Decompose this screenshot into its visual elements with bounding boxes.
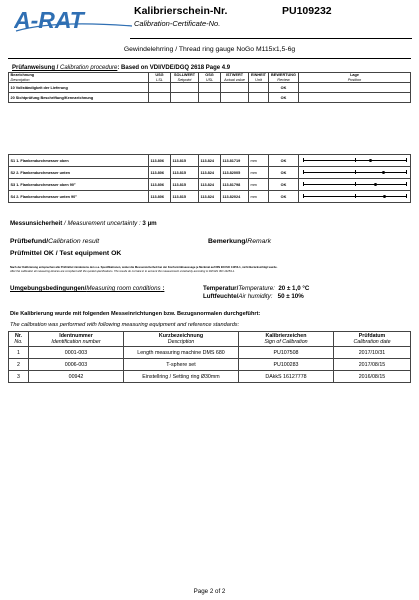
row-usl: 113.824 (199, 179, 221, 191)
position-marker (383, 195, 386, 198)
position-marker (382, 171, 385, 174)
row-review: OK (269, 83, 299, 93)
header-sign: Kalibrierzeichen Sign of Calibration (239, 332, 334, 347)
certificate-subtitle: Calibration-Certificate-No. (134, 19, 221, 28)
measurement-uncertainty: Messunsicherheit / Measurement uncertainty : 3 µm (10, 220, 157, 227)
row-lsl: 113.806 (149, 179, 171, 191)
certificate-number: PU109232 (282, 5, 332, 17)
row-description: S3 1. Flankendurchmesser oben 90° (9, 179, 149, 191)
inspection-table-header (9, 73, 411, 83)
position-tick (406, 194, 407, 198)
procedure-value: : Based on VDI/VDE/DGQ 2618 Page 4.9 (117, 65, 231, 71)
table-row (9, 359, 411, 371)
position-indicator (299, 191, 411, 203)
row-usl: 113.824 (199, 167, 221, 179)
row-unit: mm (249, 179, 269, 191)
position-tick (303, 194, 304, 198)
position-tick (355, 158, 356, 162)
row-unit: mm (249, 167, 269, 179)
header-actual: ISTWERT Actual value (221, 73, 249, 83)
position-indicator (299, 179, 411, 191)
procedure-label-de: Prüfanweisung / (12, 65, 61, 71)
row-unit: mm (249, 155, 269, 167)
header-divider (130, 38, 412, 39)
header-date: Prüfdatum Calibration date (334, 332, 411, 347)
gauge-divider (8, 58, 411, 59)
row-description: 20 Sichtprüfung Beschriftung/Kennzeichnung (9, 93, 149, 103)
table-row (9, 371, 411, 383)
row-desc: Length measuring machine DMS 680 (124, 347, 239, 359)
header-review: BEWERTUNG Review (269, 73, 299, 83)
row-description: S1 1. Flankendurchmesser oben (9, 155, 149, 167)
equipment-heading: Die Kalibrierung wurde mit folgenden Messeinrichtungen bzw. Bezugsnormalen durchgeführt: (10, 311, 261, 317)
position-indicator (299, 155, 411, 167)
row-setpoint: 113.815 (171, 179, 199, 191)
position-tick (355, 170, 356, 174)
table-row (9, 83, 411, 93)
row-usl: 113.824 (199, 155, 221, 167)
gauge-description: Gewindelehrring / Thread ring gauge NoGo M115x1,5-6g (123, 46, 296, 53)
row-review: OK (269, 191, 299, 203)
humidity-line: Luftfeuchte/Air humidity: 50 ± 10% (203, 293, 304, 300)
position-tick (406, 158, 407, 162)
row-review: OK (269, 167, 299, 179)
row-date: 2017/10/31 (334, 347, 411, 359)
row-id: 0006-003 (29, 359, 124, 371)
row-lsl: 113.806 (149, 167, 171, 179)
row-actual: 113.81798 (221, 179, 249, 191)
equipment-table (8, 331, 411, 383)
row-actual: 113.82024 (221, 191, 249, 203)
row-description: S4 2. Flankendurchmesser unten 90° (9, 191, 149, 203)
row-actual: 113.81719 (221, 155, 249, 167)
position-tick (406, 170, 407, 174)
certificate-title: Kalibrierschein-Nr. (134, 5, 228, 17)
environment-values (203, 285, 309, 301)
fine-print: Nach der Kalibrierung entsprechen alle Prüfmittel mindestens den o.a. Spezifikationen, wobei die Messunsicherheit bei der Konformitätsaussage je Merkmal auf DIN EN ISO 14253-1, nicht Berücksichtigt wurde. After the calibration all measuring devices are compliant with the quoted specifications. The results do not take in to account the measurement uncertainty according to DIN EN ISO 14253-1. (10, 266, 278, 273)
header-desc: Kurzbezeichnung Description (124, 332, 239, 347)
position-tick (355, 194, 356, 198)
table-row (9, 155, 411, 167)
row-unit: mm (249, 191, 269, 203)
inspection-table (8, 72, 411, 103)
row-sign: PU107508 (239, 347, 334, 359)
calibration-result-label: Prüfbefund/Calibration result (10, 238, 100, 245)
row-review: OK (269, 155, 299, 167)
table-row (9, 167, 411, 179)
row-sign: DAkkS 16127778 (239, 371, 334, 383)
row-description: 10 Vollständigkeit der Lieferung (9, 83, 149, 93)
row-usl: 113.824 (199, 191, 221, 203)
row-desc: Einstellring / Setting ring Ø30mm (124, 371, 239, 383)
table-row (9, 179, 411, 191)
environment-label: Umgebungsbedingungen/Measuring room conditions : (10, 285, 165, 292)
row-sign: PU100283 (239, 359, 334, 371)
procedure-label-en: Calibration procedure (60, 65, 118, 71)
position-tick (303, 158, 304, 162)
page-number: Page 2 of 2 (193, 588, 226, 595)
row-review: OK (269, 93, 299, 103)
row-lsl: 113.806 (149, 191, 171, 203)
row-actual: 113.82005 (221, 167, 249, 179)
position-tick (303, 182, 304, 186)
row-desc: T-sphere set (124, 359, 239, 371)
company-logo (14, 6, 134, 34)
row-id: 0001-003 (29, 347, 124, 359)
row-no: 2 (9, 359, 29, 371)
equipment-table-header (9, 332, 411, 347)
table-row (9, 347, 411, 359)
position-indicator (299, 167, 411, 179)
header-usl: OSG USL (199, 73, 221, 83)
measurement-table (8, 154, 411, 203)
equipment-heading-en: The calibration was performed with following measuring equipment and reference standards: (10, 322, 240, 328)
position-marker (374, 183, 377, 186)
row-review: OK (269, 179, 299, 191)
row-description: S2 2. Flankendurchmesser unten (9, 167, 149, 179)
calibration-procedure (12, 65, 230, 71)
position-tick (406, 182, 407, 186)
header-lsl: USG LSL (149, 73, 171, 83)
result-value: Prüfmittel OK / Test equipment OK (10, 250, 122, 257)
temperature-line: Temperatur/Temperature: 20 ± 1,0 °C (203, 285, 310, 292)
header-description: Bezeichnung Description (9, 73, 149, 83)
row-date: 2016/08/15 (334, 371, 411, 383)
row-setpoint: 113.815 (171, 155, 199, 167)
row-id: 00942 (29, 371, 124, 383)
row-setpoint: 113.815 (171, 191, 199, 203)
header-unit: EINHEIT Unit (249, 73, 269, 83)
row-lsl: 113.806 (149, 155, 171, 167)
table-row (9, 191, 411, 203)
header-position: Lage Position (299, 73, 411, 83)
row-setpoint: 113.815 (171, 167, 199, 179)
row-date: 2017/08/15 (334, 359, 411, 371)
header-no: Nr. No. (9, 332, 29, 347)
position-tick (355, 182, 356, 186)
row-no: 1 (9, 347, 29, 359)
row-no: 3 (9, 371, 29, 383)
remark-label: Bemerkung/Remark (208, 238, 272, 245)
header-id: Identnummer Identification number (29, 332, 124, 347)
table-row (9, 93, 411, 103)
position-tick (303, 170, 304, 174)
logo-text: A-RAT (14, 7, 84, 33)
header-setpoint: SOLLWERT Setpoint (171, 73, 199, 83)
